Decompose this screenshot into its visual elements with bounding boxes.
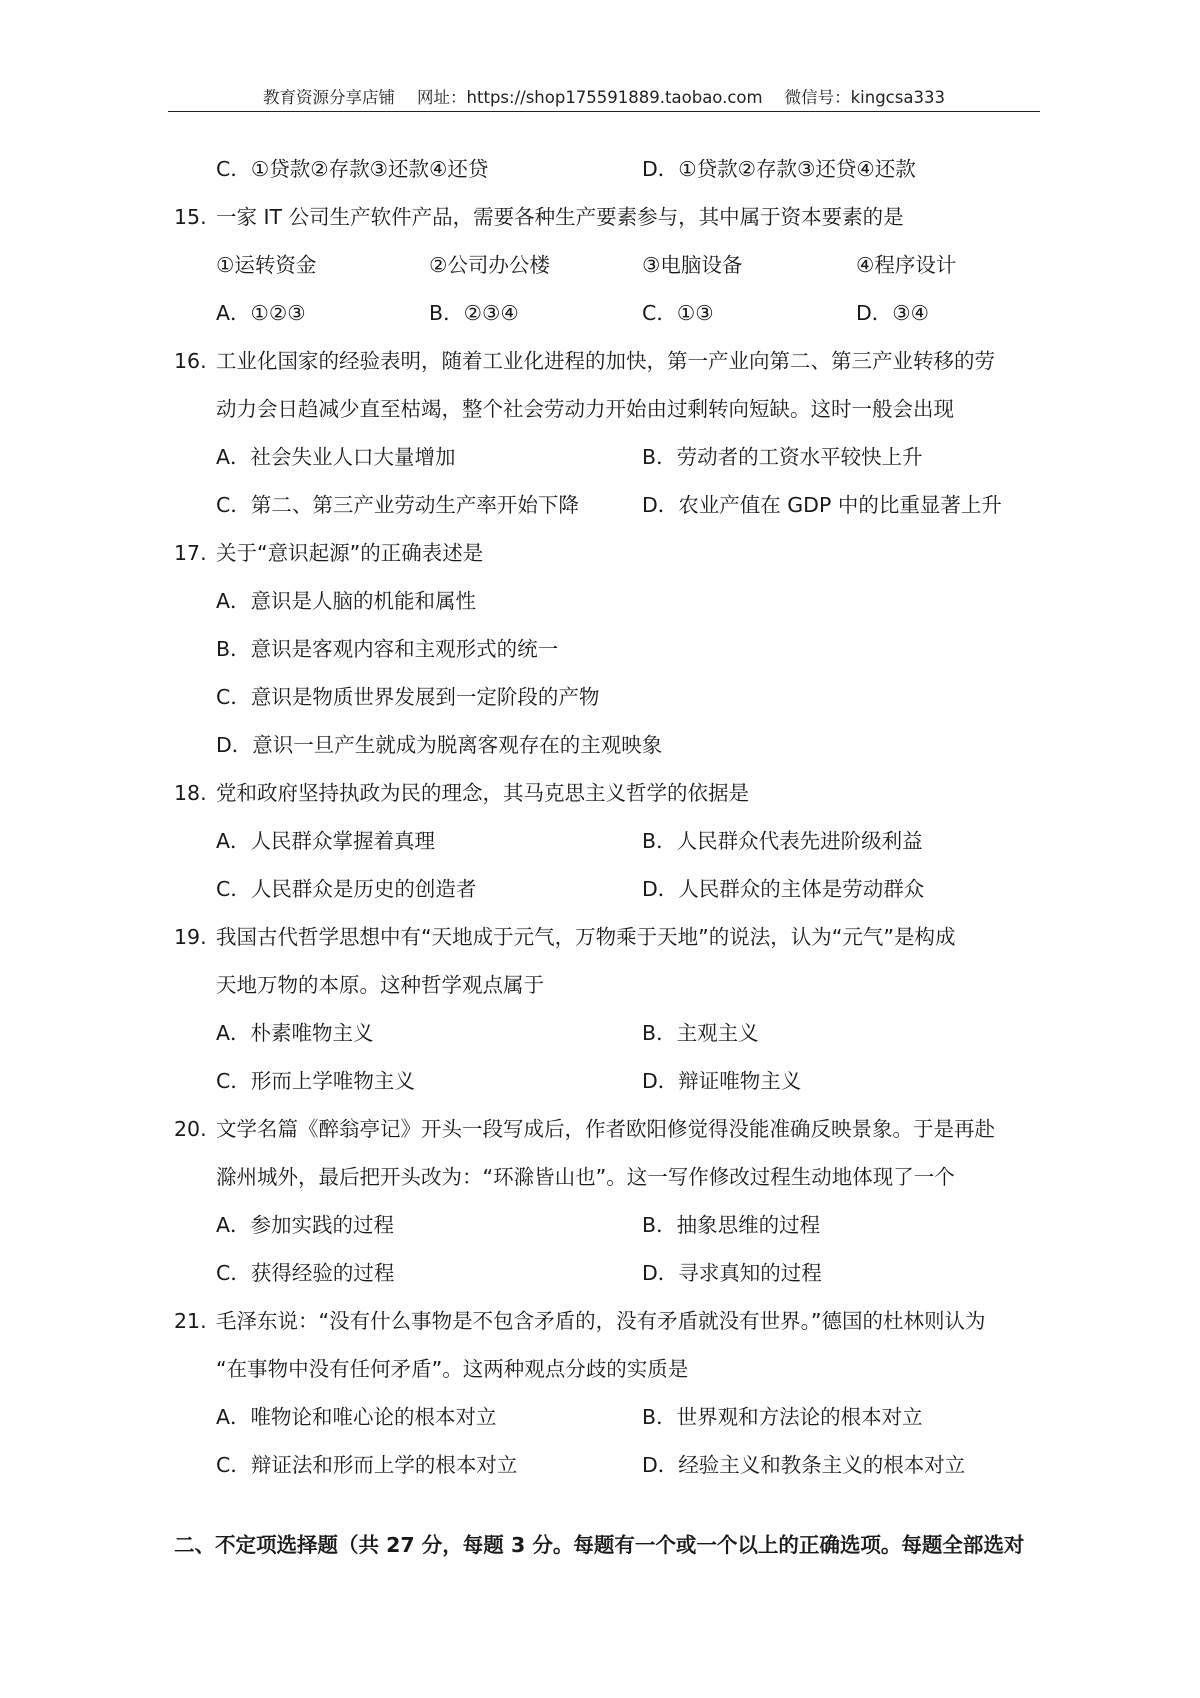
q16-option-d: D．农业产值在 GDP 中的比重显著上升	[642, 493, 1002, 517]
q17-option-d: D．意识一旦产生就成为脱离客观存在的主观映象	[216, 733, 663, 757]
q15-item-2: ②公司办公楼	[429, 253, 550, 277]
q17-option-c: C．意识是物质世界发展到一定阶段的产物	[216, 685, 600, 709]
q16-number: 16.	[174, 349, 207, 373]
q18-option-a: A．人民群众掌握着真理	[216, 829, 436, 853]
q19-stem-line1: 我国古代哲学思想中有“天地成于元气，万物乘于天地”的说法，认为“元气”是构成	[216, 925, 956, 949]
q18-number: 18.	[174, 781, 207, 805]
q15-option-a: A．①②③	[216, 301, 306, 325]
q20-option-c: C．获得经验的过程	[216, 1261, 395, 1285]
q21-option-b: B．世界观和方法论的根本对立	[642, 1405, 923, 1429]
q19-option-b: B．主观主义	[642, 1021, 759, 1045]
q14-options	[216, 155, 1056, 183]
q19-option-a: A．朴素唯物主义	[216, 1021, 374, 1045]
q21-options-row1	[216, 1403, 1056, 1431]
q16-option-a: A．社会失业人口大量增加	[216, 445, 456, 469]
q16-stem-line1: 工业化国家的经验表明，随着工业化进程的加快，第一产业向第二、第三产业转移的劳	[216, 349, 995, 373]
q18-option-d: D．人民群众的主体是劳动群众	[642, 877, 925, 901]
shop-url: 网址：https://shop175591889.taobao.com	[417, 88, 763, 107]
q21-stem-line2: “在事物中没有任何矛盾”。这两种观点分歧的实质是	[216, 1357, 689, 1381]
q16-options-row1	[216, 443, 1056, 471]
q15-items	[216, 251, 1056, 279]
q21-options-row2	[216, 1451, 1056, 1479]
q21-option-d: D．经验主义和教条主义的根本对立	[642, 1453, 966, 1477]
q21-stem-line1: 毛泽东说：“没有什么事物是不包含矛盾的，没有矛盾就没有世界。”德国的杜林则认为	[216, 1309, 986, 1333]
q17-option-b: B．意识是客观内容和主观形式的统一	[216, 637, 559, 661]
q20-stem-line2: 滁州城外，最后把开头改为：“环滁皆山也”。这一写作修改过程生动地体现了一个	[216, 1165, 955, 1189]
q19-options-row2	[216, 1067, 1056, 1095]
q18-stem: 党和政府坚持执政为民的理念，其马克思主义哲学的依据是	[216, 781, 749, 805]
q15-item-3: ③电脑设备	[642, 253, 743, 277]
q20-option-b: B．抽象思维的过程	[642, 1213, 821, 1237]
q18-option-c: C．人民群众是历史的创造者	[216, 877, 477, 901]
q21-option-c: C．辩证法和形而上学的根本对立	[216, 1453, 518, 1477]
section-2-heading: 二、不定项选择题（共 27 分，每题 3 分。每题有一个或一个以上的正确选项。每题全部选对	[174, 1533, 1025, 1557]
q17-stem: 关于“意识起源”的正确表述是	[216, 541, 484, 565]
q16-stem-line2: 动力会日趋减少直至枯竭，整个社会劳动力开始由过剩转向短缺。这时一般会出现	[216, 397, 954, 421]
q16-option-b: B．劳动者的工资水平较快上升	[642, 445, 923, 469]
header-divider	[168, 111, 1040, 112]
q19-options-row1	[216, 1019, 1056, 1047]
q21-number: 21.	[174, 1309, 207, 1333]
q20-stem-line1: 文学名篇《醉翁亭记》开头一段写成后，作者欧阳修觉得没能准确反映景象。于是再赴	[216, 1117, 995, 1141]
q15-number: 15.	[174, 205, 207, 229]
page-header	[170, 84, 1038, 112]
q16-option-c: C．第二、第三产业劳动生产率开始下降	[216, 493, 579, 517]
q19-number: 19.	[174, 925, 207, 949]
q19-option-d: D．辩证唯物主义	[642, 1069, 802, 1093]
q18-options-row1	[216, 827, 1056, 855]
q20-options-row1	[216, 1211, 1056, 1239]
q20-options-row2	[216, 1259, 1056, 1287]
q18-option-b: B．人民群众代表先进阶级利益	[642, 829, 923, 853]
q15-item-4: ④程序设计	[856, 253, 957, 277]
q17-option-a: A．意识是人脑的机能和属性	[216, 589, 477, 613]
q15-option-c: C．①③	[642, 301, 714, 325]
wechat-id: 微信号：kingcsa333	[784, 88, 945, 107]
q15-option-b: B．②③④	[429, 301, 519, 325]
q20-option-d: D．寻求真知的过程	[642, 1261, 822, 1285]
shop-name: 教育资源分享店铺	[263, 88, 396, 107]
q15-stem: 一家 IT 公司生产软件产品，需要各种生产要素参与，其中属于资本要素的是	[216, 205, 904, 229]
q21-option-a: A．唯物论和唯心论的根本对立	[216, 1405, 497, 1429]
q15-option-d: D．③④	[856, 301, 930, 325]
q15-item-1: ①运转资金	[216, 253, 317, 277]
q20-number: 20.	[174, 1117, 207, 1141]
q15-options	[216, 299, 1056, 327]
q16-options-row2	[216, 491, 1056, 519]
q14-option-c: C．①贷款②存款③还款④还贷	[216, 157, 489, 181]
q17-number: 17.	[174, 541, 207, 565]
q14-option-d: D．①贷款②存款③还贷④还款	[642, 157, 916, 181]
q19-option-c: C．形而上学唯物主义	[216, 1069, 415, 1093]
q19-stem-line2: 天地万物的本原。这种哲学观点属于	[216, 973, 544, 997]
q20-option-a: A．参加实践的过程	[216, 1213, 395, 1237]
q18-options-row2	[216, 875, 1056, 903]
